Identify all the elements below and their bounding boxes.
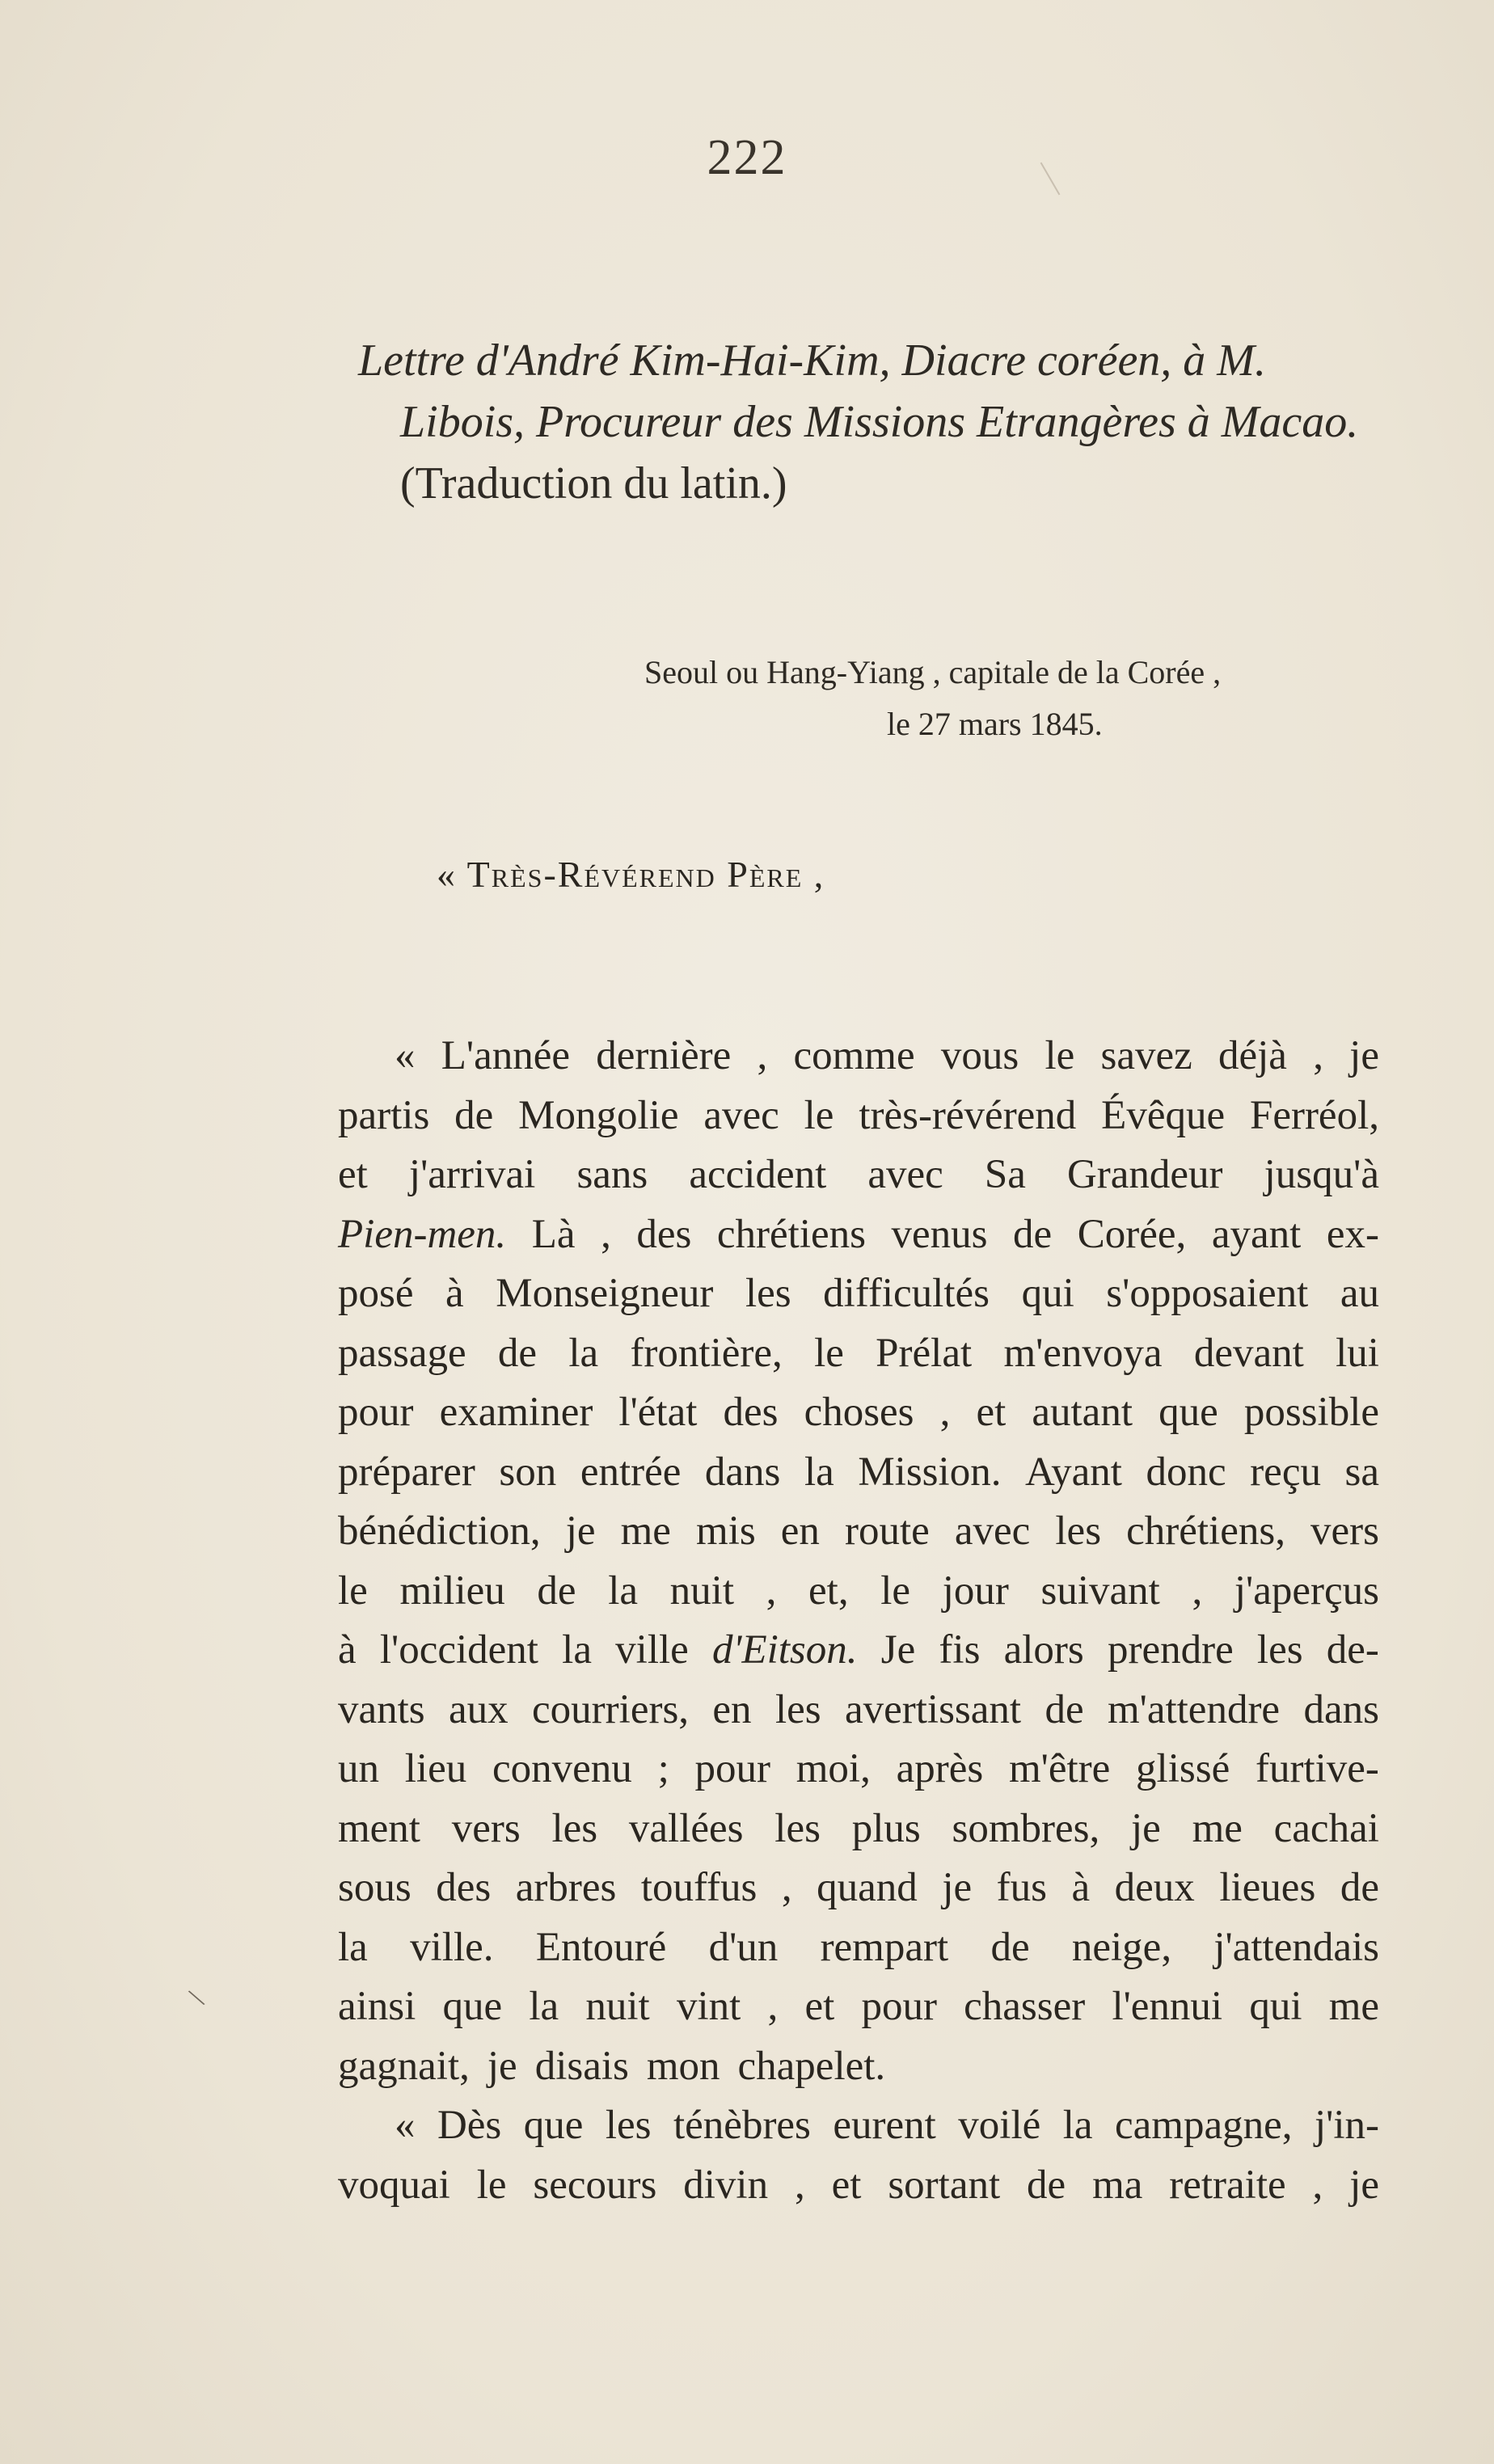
paragraph-1-line: la ville. Entouré d'un rempart de neige, j'attendais [338,1924,1379,1970]
place-line: Seoul ou Hang-Yiang , capitale de la Corée , [644,654,1222,690]
paragraph-1-line: partis de Mongolie avec le très-révérend Évêque Ferréol, [338,1092,1379,1138]
paragraph-1-line: pour examiner l'état des choses , et autant que possible [338,1390,1379,1435]
paragraph-1-line: le milieu de la nuit , et, le jour suivant , j'aperçus [338,1567,1379,1614]
paragraph-2-line: voquai le secours divin , et sortant de ma retraite , je [338,2162,1379,2208]
translation-note: (Traduction du latin.) [400,458,787,508]
paragraph-1-line: un lieu convenu ; pour moi, après m'être glissé furtive- [338,1746,1379,1791]
paragraph-2-line: « Dès que les ténèbres eurent voilé la campagne, j'in- [395,2103,1379,2148]
paragraph-1-line: sous des arbres touffus , quand je fus à deux lieues de [338,1865,1379,1910]
paragraph-1-line: « L'année dernière , comme vous le savez déjà , je [395,1033,1379,1078]
paragraph-1-line: Pien-men. Là , des chrétiens venus de Corée, ayant ex- [338,1211,1379,1257]
paragraph-1-line: et j'arrivai sans accident avec Sa Grandeur jusqu'à [338,1152,1379,1197]
page-number: 222 [707,130,787,185]
paragraph-1-line: bénédiction, je me mis en route avec les chrétiens, vers [338,1508,1379,1554]
paragraph-1-line: ainsi que la nuit vint , et pour chasser l'ennui qui me [338,1984,1379,2029]
paragraph-1-line: préparer son entrée dans la Mission. Ayant donc reçu sa [338,1449,1379,1495]
paragraph-1-line: à l'occident la ville d'Eitson. Je fis alors prendre les de- [338,1627,1379,1673]
date-line: le 27 mars 1845. [887,706,1103,742]
paragraph-1-line: gagnait, je disais mon chapelet. [338,2043,886,2089]
letter-body [338,1027,1379,2215]
title-line-1: Lettre d'André Kim-Hai-Kim, Diacre coréen, à M. [358,335,1266,386]
letter-title [358,330,1377,514]
paragraph-1-line: vants aux courriers, en les avertissant de m'attendre dans [338,1686,1379,1732]
paragraph-1-line: passage de la frontière, le Prélat m'envoya devant lui [338,1330,1379,1376]
paragraph-1-line: ment vers les vallées les plus sombres, je me cachai [338,1805,1379,1851]
salutation: « Très-Révérend Père , [437,854,825,895]
place-and-date [644,647,1372,750]
title-line-2: Libois, Procureur des Missions Etrangères à Macao. [400,397,1359,447]
paragraph-1-line: posé à Monseigneur les difficultés qui s'opposaient au [338,1271,1379,1316]
margin-mark: \ [184,1981,209,2014]
